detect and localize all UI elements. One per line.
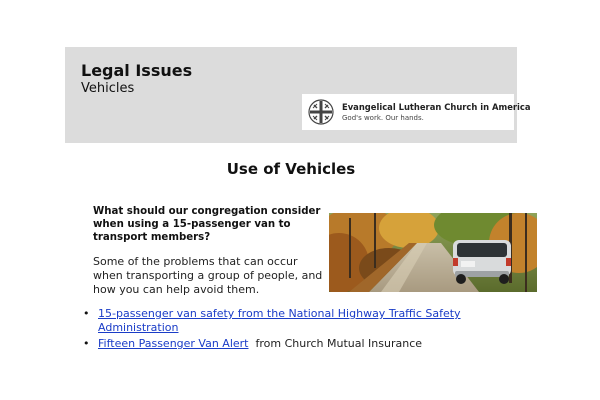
nhtsa-van-safety-link[interactable]: 15-passenger van safety from the National Highway Traffic Safety Administration [98, 307, 461, 334]
elca-cross-icon [308, 99, 334, 125]
list-item [80, 307, 480, 335]
logo-tagline: God's work. Our hands. [342, 114, 424, 122]
page-title: Legal Issues [81, 61, 193, 80]
page-subtitle: Vehicles [81, 81, 135, 96]
bullet-icon: • [83, 337, 90, 350]
bullet-icon: • [83, 307, 90, 320]
van-alert-link[interactable]: Fifteen Passenger Van Alert [98, 337, 249, 350]
resource-links-list [80, 307, 480, 353]
link-suffix: from Church Mutual Insurance [248, 337, 423, 350]
header-banner [65, 47, 531, 143]
description-text: Some of the problems that can occur when transporting a group of people, and how you can help avoid them. [93, 255, 323, 296]
van-on-forest-road-photo [329, 213, 537, 292]
list-item [80, 337, 480, 351]
question-text: What should our congregation consider when using a 15-passenger van to transport members? [93, 206, 321, 243]
section-heading: Use of Vehicles [226, 160, 356, 178]
logo-organization-name: Evangelical Lutheran Church in America [342, 102, 531, 112]
elca-logo [302, 94, 531, 130]
